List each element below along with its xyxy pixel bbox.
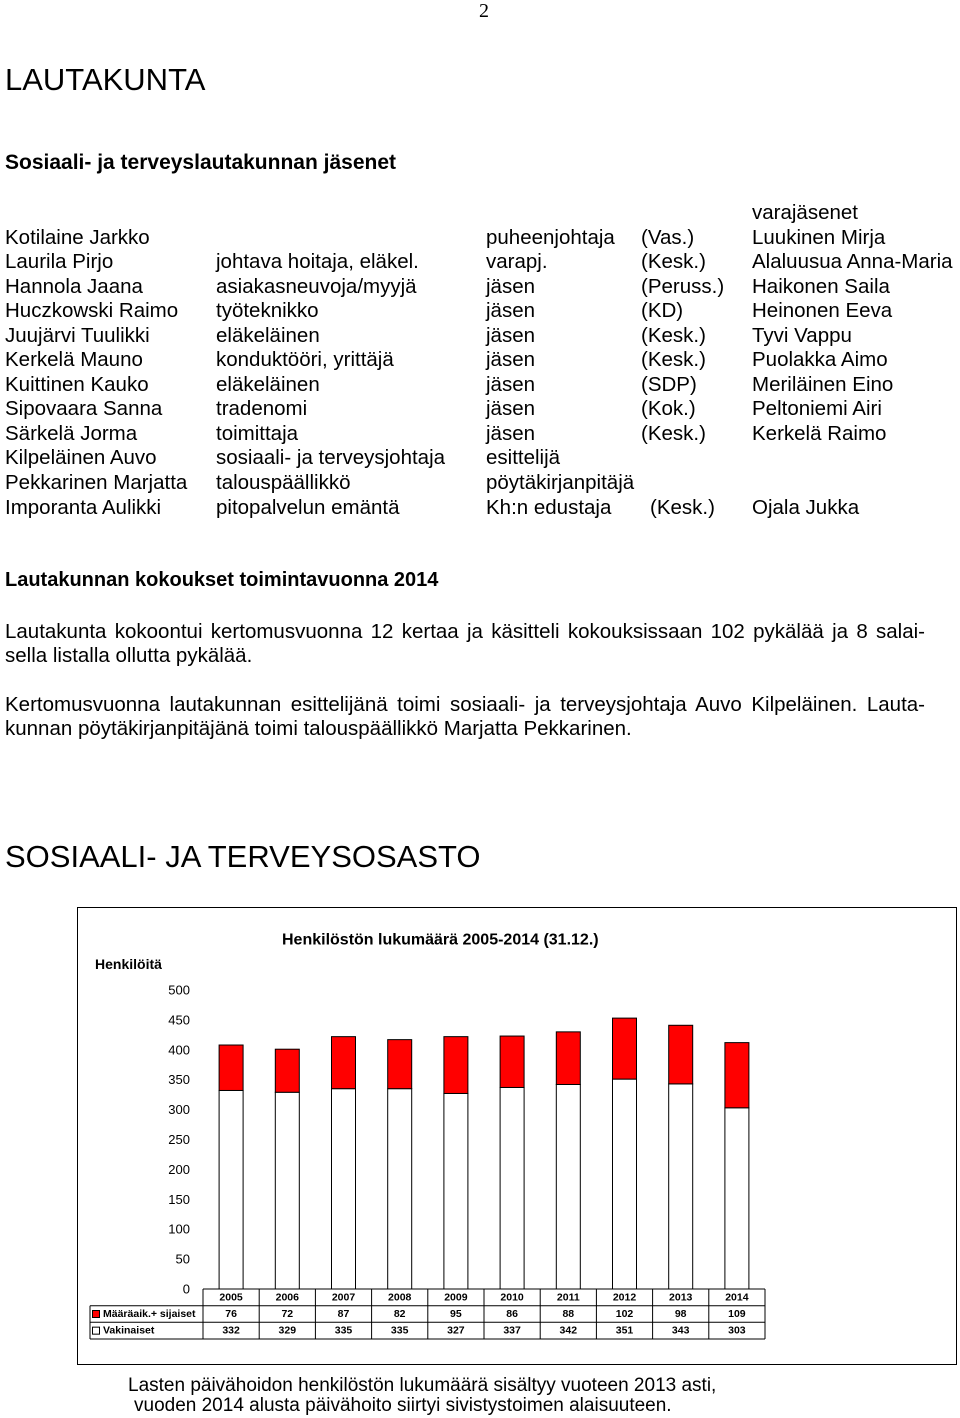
- member-occupation: eläkeläinen: [216, 372, 320, 396]
- y-tick-label: 450: [168, 1012, 190, 1028]
- member-deputy: Haikonen Saila: [752, 274, 890, 298]
- member-row: [0, 275, 960, 300]
- bar-vakinaiset-2008: [388, 1089, 412, 1289]
- bar-vakinaiset-2006: [275, 1092, 299, 1289]
- data-table-year: 2007: [331, 1291, 356, 1304]
- data-table-year: 2008: [388, 1291, 412, 1304]
- y-axis-label: Henkilöitä: [95, 956, 162, 972]
- member-occupation: eläkeläinen: [216, 323, 320, 347]
- member-name: Kuittinen Kauko: [5, 372, 149, 396]
- member-role: pöytäkirjanpitäjä: [486, 471, 635, 495]
- data-table-value: 337: [503, 1324, 521, 1337]
- y-tick-label: 500: [168, 982, 190, 998]
- member-party: (Kesk.): [641, 323, 706, 347]
- member-deputy: Alaluusua Anna-Maria: [752, 250, 953, 274]
- member-occupation: tradenomi: [216, 397, 308, 421]
- data-table-value: 76: [225, 1308, 237, 1320]
- member-row: [0, 226, 960, 251]
- member-role: jäsen: [486, 299, 536, 323]
- member-party: (SDP): [641, 372, 697, 396]
- y-tick-label: 100: [168, 1221, 190, 1237]
- member-party: (Vas.): [641, 225, 695, 249]
- members-header-row: [0, 201, 960, 226]
- data-table-value: 86: [506, 1308, 518, 1320]
- data-table-value: 329: [278, 1324, 297, 1337]
- member-party: (KD): [641, 299, 684, 323]
- member-deputy: Luukinen Mirja: [752, 225, 886, 249]
- data-table-value: 98: [674, 1308, 687, 1320]
- member-deputy: Tyvi Vappu: [752, 323, 852, 347]
- legend-swatch-maaraaik-sijaiset: [93, 1311, 100, 1318]
- bar-vakinaiset-2012: [613, 1079, 637, 1289]
- member-row: [0, 397, 960, 422]
- bar-maaraaik-sijaiset-2009: [444, 1037, 468, 1094]
- bar-maaraaik-sijaiset-2005: [219, 1045, 243, 1090]
- member-name: Kerkelä Mauno: [5, 348, 143, 372]
- member-role: Kh:n edustaja: [486, 495, 612, 519]
- member-role: jäsen: [486, 421, 536, 445]
- member-name: Kotilaine Jarkko: [5, 225, 150, 249]
- member-deputy: Kerkelä Raimo: [752, 421, 887, 445]
- data-table-value: 343: [671, 1324, 690, 1337]
- member-row: [0, 471, 960, 496]
- meetings-paragraph-2-line-1: Kertomusvuonna lautakunnan esittelijänä toimi sosiaali- ja terveysjohtaja Auvo Kilpeläinen. Lauta-: [5, 693, 925, 716]
- chart-caption-line-1: Lasten päivähoidon henkilöstön lukumäärä sisältyy vuoteen 2013 asti,: [128, 1375, 717, 1396]
- y-tick-label: 300: [168, 1102, 190, 1118]
- member-deputy: Peltoniemi Airi: [752, 397, 882, 421]
- data-table-year: 2005: [219, 1291, 243, 1304]
- member-row: [0, 422, 960, 447]
- member-name: Sipovaara Sanna: [5, 397, 163, 421]
- member-role: jäsen: [486, 323, 536, 347]
- meetings-paragraph-1-line-2: sella listalla ollutta pykälää.: [5, 644, 253, 667]
- bar-vakinaiset-2007: [332, 1089, 356, 1289]
- y-tick-label: 50: [175, 1251, 190, 1267]
- member-name: Imporanta Aulikki: [5, 495, 162, 519]
- data-table-value: 109: [728, 1308, 746, 1320]
- data-table-year: 2009: [444, 1291, 468, 1304]
- chart-caption-line-2: vuoden 2014 alusta päivähoito siirtyi sivistystoimen alaisuuteen.: [134, 1395, 672, 1416]
- y-tick-label: 250: [168, 1132, 190, 1147]
- data-table-value: 335: [390, 1324, 409, 1337]
- data-table-year: 2010: [500, 1291, 524, 1304]
- member-party: (Kok.): [641, 397, 696, 421]
- data-table-value: 87: [337, 1308, 350, 1320]
- member-party: (Kesk.): [641, 250, 706, 274]
- department-title: SOSIAALI- JA TERVEYSOSASTO: [5, 839, 481, 874]
- section-title: LAUTAKUNTA: [5, 62, 206, 97]
- member-occupation: työteknikko: [216, 299, 319, 323]
- bar-vakinaiset-2010: [500, 1087, 524, 1289]
- member-role: jäsen: [486, 348, 536, 372]
- bar-maaraaik-sijaiset-2010: [500, 1036, 524, 1087]
- bar-maaraaik-sijaiset-2011: [556, 1032, 580, 1085]
- page-number: 2: [479, 0, 489, 22]
- member-deputy: Heinonen Eeva: [752, 299, 893, 323]
- member-role: puheenjohtaja: [486, 225, 615, 249]
- bar-maaraaik-sijaiset-2007: [332, 1037, 356, 1089]
- data-table-value: 95: [450, 1308, 462, 1320]
- data-table-year: 2011: [556, 1291, 580, 1304]
- member-role: varapj.: [486, 250, 548, 274]
- member-row: [0, 299, 960, 324]
- legend-swatch-vakinaiset: [93, 1327, 100, 1334]
- bar-maaraaik-sijaiset-2012: [613, 1018, 637, 1079]
- member-role: esittelijä: [486, 446, 561, 470]
- data-table-year: 2006: [275, 1291, 299, 1304]
- y-tick-label: 200: [168, 1161, 190, 1177]
- member-party: (Peruss.): [641, 274, 725, 298]
- member-occupation: sosiaali- ja terveysjohtaja: [216, 446, 446, 470]
- y-tick-label: 400: [168, 1042, 190, 1058]
- member-row: [0, 496, 960, 521]
- member-deputy: Meriläinen Eino: [752, 372, 894, 396]
- data-table-value: 303: [728, 1324, 746, 1337]
- data-table-value: 342: [559, 1324, 578, 1337]
- y-tick-label: 150: [168, 1191, 190, 1207]
- member-row: [0, 250, 960, 275]
- y-tick-label: 350: [168, 1072, 190, 1088]
- bar-vakinaiset-2013: [669, 1084, 693, 1289]
- data-table-year: 2014: [725, 1291, 749, 1304]
- data-table-value: 335: [334, 1324, 353, 1337]
- member-party: (Kesk.): [650, 495, 715, 519]
- data-table-value: 327: [447, 1324, 465, 1337]
- meetings-heading: Lautakunnan kokoukset toimintavuonna 2014: [5, 569, 439, 591]
- member-name: Särkelä Jorma: [5, 421, 138, 445]
- member-party: (Kesk.): [641, 348, 706, 372]
- legend-label-maaraaik-sijaiset: Määräaik.+ sijaiset: [103, 1308, 196, 1320]
- member-row: [0, 446, 960, 471]
- bar-vakinaiset-2005: [219, 1090, 243, 1289]
- meetings-paragraph-1-line-1: Lautakunta kokoontui kertomusvuonna 12 kertaa ja käsitteli kokouksissaan 102 pykälää ja 8 salai-: [5, 620, 925, 643]
- data-table-value: 102: [615, 1308, 634, 1320]
- legend-label-vakinaiset: Vakinaiset: [103, 1324, 155, 1337]
- y-tick-label: 0: [182, 1281, 190, 1297]
- member-row: [0, 373, 960, 398]
- data-table-value: 351: [615, 1324, 634, 1337]
- member-row: [0, 324, 960, 349]
- member-name: Pekkarinen Marjatta: [5, 471, 188, 495]
- member-role: jäsen: [486, 397, 536, 421]
- member-deputy: Puolakka Aimo: [752, 348, 888, 372]
- bar-vakinaiset-2009: [444, 1093, 468, 1289]
- bar-vakinaiset-2011: [556, 1084, 580, 1289]
- bar-maaraaik-sijaiset-2013: [669, 1025, 693, 1084]
- member-name: Kilpeläinen Auvo: [5, 446, 157, 470]
- member-role: jäsen: [486, 274, 536, 298]
- member-name: Huczkowski Raimo: [5, 299, 179, 323]
- meetings-paragraph-2-line-2: kunnan pöytäkirjanpitäjänä toimi talouspäällikkö Marjatta Pekkarinen.: [5, 717, 632, 740]
- member-occupation: pitopalvelun emäntä: [216, 495, 400, 519]
- data-table-value: 88: [562, 1308, 575, 1320]
- member-name: Laurila Pirjo: [5, 250, 114, 274]
- bar-maaraaik-sijaiset-2006: [275, 1049, 299, 1092]
- members-table: [0, 201, 960, 520]
- member-name: Hannola Jaana: [5, 274, 143, 298]
- chart-title: Henkilöstön lukumäärä 2005-2014 (31.12.): [282, 931, 599, 949]
- member-occupation: toimittaja: [216, 421, 299, 445]
- data-table-value: 82: [393, 1308, 406, 1320]
- data-table-value: 72: [281, 1308, 294, 1320]
- member-role: jäsen: [486, 372, 536, 396]
- bar-maaraaik-sijaiset-2014: [725, 1043, 749, 1108]
- data-table-value: 332: [222, 1324, 240, 1337]
- member-occupation: johtava hoitaja, eläkel.: [216, 250, 419, 274]
- data-table-year: 2012: [612, 1291, 637, 1304]
- staff-chart: [77, 907, 957, 1365]
- member-occupation: talouspäällikkö: [216, 471, 351, 495]
- bar-maaraaik-sijaiset-2008: [388, 1040, 412, 1089]
- member-row: [0, 348, 960, 373]
- member-deputy: Ojala Jukka: [752, 495, 860, 519]
- member-occupation: asiakasneuvoja/myyjä: [216, 274, 417, 298]
- member-occupation: konduktööri, yrittäjä: [216, 348, 394, 372]
- member-name: Juujärvi Tuulikki: [5, 323, 150, 347]
- data-table-year: 2013: [669, 1291, 693, 1304]
- bar-vakinaiset-2014: [725, 1108, 749, 1289]
- member-party: (Kesk.): [641, 421, 706, 445]
- deputies-column-header: varajäsenet: [752, 201, 858, 224]
- members-heading: Sosiaali- ja terveyslautakunnan jäsenet: [5, 151, 397, 174]
